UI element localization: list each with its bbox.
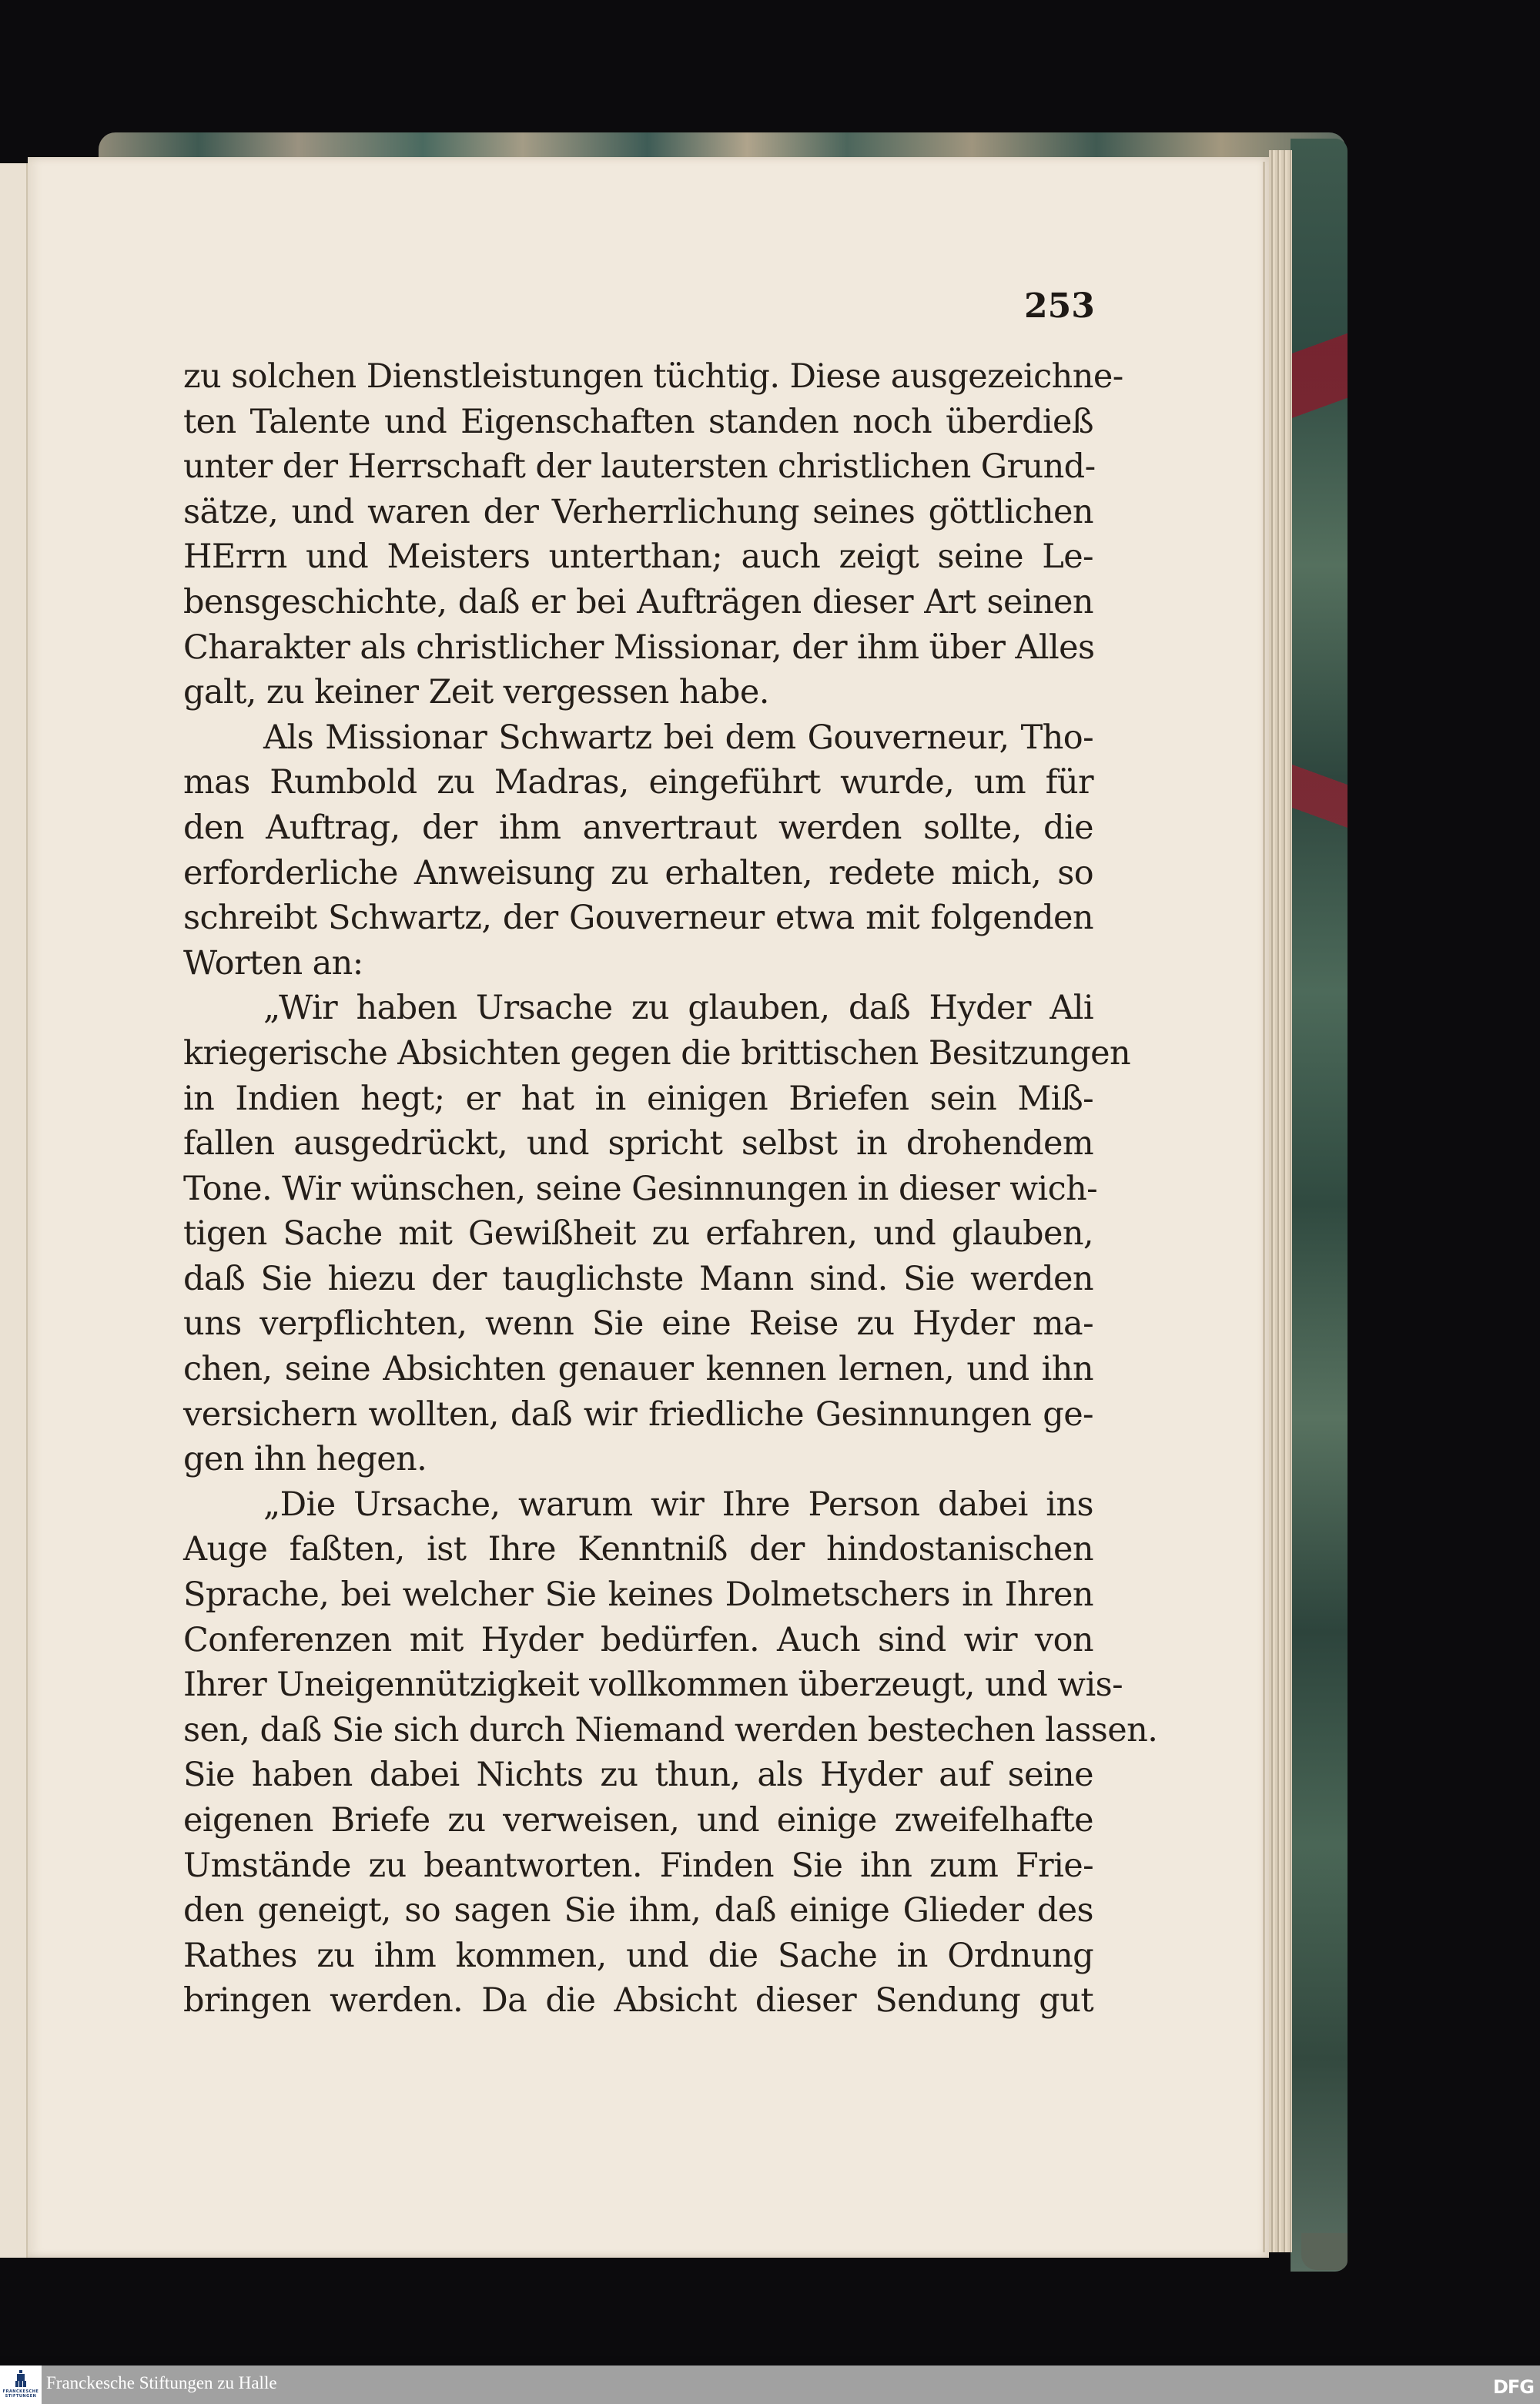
text-line: Sie haben dabei Nichts zu thun, als Hyder auf seine: [183, 1756, 1093, 1795]
page-edge-line: [1263, 162, 1265, 2252]
text-line: Ihrer Uneigennützigkeit vollkommen überzeugt, und wis-: [183, 1666, 1123, 1705]
viewer-footer: [0, 2365, 1540, 2404]
text-line: in Indien hegt; er hat in einigen Briefen sein Miß-: [183, 1079, 1093, 1118]
text-line: erforderliche Anweisung zu erhalten, redete mich, so: [183, 853, 1093, 892]
text-line: versichern wollten, daß wir friedliche Gesinnungen ge-: [183, 1395, 1093, 1434]
institution-name[interactable]: Franckesche Stiftungen zu Halle: [46, 2373, 277, 2392]
text-line: Tone. Wir wünschen, seine Gesinnungen in dieser wich-: [183, 1169, 1098, 1208]
text-line: bensgeschichte, daß er bei Aufträgen dieser Art seinen: [183, 582, 1093, 621]
logo-figure-icon: [15, 2370, 26, 2387]
text-line: Auge faßten, ist Ihre Kenntniß der hindostanischen: [183, 1530, 1093, 1569]
text-line: bringen werden. Da die Absicht dieser Sendung gut: [183, 1981, 1093, 2021]
text-line: schreibt Schwartz, der Gouverneur etwa mit folgenden: [183, 899, 1093, 938]
text-line: sen, daß Sie sich durch Niemand werden bestechen lassen.: [183, 1710, 1158, 1749]
text-line: Als Missionar Schwartz bei dem Gouverneur, Tho-: [263, 718, 1093, 757]
text-line: gen ihn hegen.: [183, 1440, 427, 1479]
cover-corner: [1301, 2233, 1348, 2270]
text-line: tigen Sache mit Gewißheit zu erfahren, und glauben,: [183, 1214, 1093, 1254]
logo-text: FRANCKESCHE STIFTUNGEN: [2, 2389, 39, 2399]
page-number: 253: [1024, 286, 1095, 326]
page-stack-edge: [1269, 150, 1292, 2252]
text-line: den geneigt, so sagen Sie ihm, daß einige Glieder des: [183, 1891, 1093, 1930]
text-line: Sprache, bei welcher Sie keines Dolmetschers in Ihren: [183, 1575, 1093, 1615]
text-line: Charakter als christlicher Missionar, der ihm über Alles: [183, 628, 1095, 667]
text-line: ten Talente und Eigenschaften standen noch überdieß: [183, 402, 1093, 441]
marbled-cover-edge: [1291, 139, 1348, 2272]
facing-page-edge: [0, 163, 28, 2258]
text-line: sätze, und waren der Verherrlichung seines göttlichen: [183, 492, 1093, 531]
text-line: Worten an:: [183, 943, 363, 983]
text-line: HErrn und Meisters unterthan; auch zeigt seine Le-: [183, 537, 1093, 577]
text-line: mas Rumbold zu Madras, eingeführt wurde, um für: [183, 763, 1093, 802]
text-line: uns verpflichten, wenn Sie eine Reise zu Hyder ma-: [183, 1304, 1093, 1344]
text-line: galt, zu keiner Zeit vergessen habe.: [183, 673, 769, 712]
dfg-logo[interactable]: DFG: [1492, 2376, 1534, 2398]
text-line: chen, seine Absichten genauer kennen lernen, und ihn: [183, 1350, 1093, 1389]
text-line: daß Sie hiezu der tauglichste Mann sind. Sie werden: [183, 1259, 1093, 1298]
text-line: kriegerische Absichten gegen die brittischen Besitzungen: [183, 1033, 1131, 1073]
body-text: [183, 354, 1158, 2024]
text-line: fallen ausgedrückt, und spricht selbst in drohendem: [183, 1124, 1093, 1163]
text-line: Conferenzen mit Hyder bedürfen. Auch sind wir von: [183, 1620, 1093, 1659]
text-line: eigenen Briefe zu verweisen, und einige zweifelhafte: [183, 1801, 1093, 1840]
franckesche-stiftungen-logo[interactable]: [0, 2365, 42, 2404]
text-line: „Die Ursache, warum wir Ihre Person dabei ins: [263, 1485, 1093, 1524]
text-line: zu solchen Dienstleistungen tüchtig. Diese ausgezeichne-: [183, 357, 1123, 396]
text-line: den Auftrag, der ihm anvertraut werden sollte, die: [183, 808, 1093, 847]
text-line: Umstände zu beantworten. Finden Sie ihn zum Frie-: [183, 1846, 1093, 1885]
text-line: unter der Herrschaft der lautersten christlichen Grund-: [183, 447, 1096, 487]
text-line: Rathes zu ihm kommen, und die Sache in Ordnung: [183, 1936, 1093, 1975]
text-line: „Wir haben Ursache zu glauben, daß Hyder Ali: [263, 989, 1093, 1028]
